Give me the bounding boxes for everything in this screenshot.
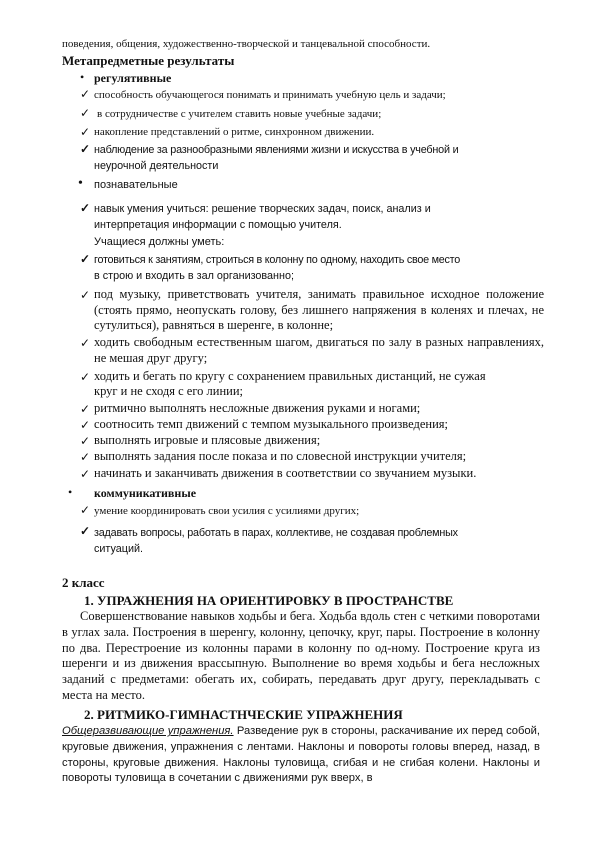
cognitive-item: интерпретация информации с помощью учителя. bbox=[94, 219, 342, 231]
section-2-lead: Общеразвивающие упражнения. bbox=[62, 725, 234, 737]
checkmark-icon: ✓ bbox=[80, 402, 91, 416]
grade-heading: 2 класс bbox=[62, 575, 105, 590]
regulative-item: накопление представлений о ритме, синхронном движении. bbox=[94, 126, 375, 138]
section-2-title: 2. РИТМИКО-ГИМНАСТНЧЕСКИЕ УПРАЖНЕНИЯ bbox=[84, 707, 403, 722]
communicative-label: коммуникативные bbox=[94, 486, 197, 500]
cognitive-item: в строю и входить в зал организованно; bbox=[94, 270, 294, 282]
checkmark-icon: ✓ bbox=[80, 467, 91, 481]
section-2-body: Разведение рук в стороны, раскачивание их перед собой, круговые движения, упражнения с лентами. Наклоны и повороты головы вперед, назад, в стороны, круговые движения. Наклоны туловища, сгибая и не сгибая колени. Наклоны и повороты туловища в сочетании с движениями рук вверх, в bbox=[62, 725, 541, 785]
students-label: Учащиеся должны уметь: bbox=[94, 236, 225, 248]
bullet-dot-icon: • bbox=[80, 70, 85, 84]
cognitive-label: познавательные bbox=[94, 179, 178, 191]
cognitive-item: под музыку, приветствовать учителя, занимать правильное исходное положение (стоять прямо, неопускать голову, без лишнего напряжения в коленях и плечах, не сутулиться), равняться в шеренге, в колонне; bbox=[94, 287, 544, 332]
regulative-label: регулятивные bbox=[94, 71, 172, 85]
section-2-text bbox=[62, 724, 540, 787]
section-1-title: 1. УПРАЖНЕНИЯ НА ОРИЕНТИРОВКУ В ПРОСТРАНСТВЕ bbox=[84, 593, 454, 608]
checkmark-icon: ✓ bbox=[80, 524, 91, 538]
meta-heading: Метапредметные результаты bbox=[62, 53, 235, 68]
bullet-dot-icon: • bbox=[78, 176, 83, 191]
regulative-item: способность обучающегося понимать и принимать учебную цель и задачи; bbox=[94, 89, 446, 101]
cognitive-item: соотносить темп движений с темпом музыкального произведения; bbox=[94, 417, 448, 431]
regulative-item: наблюдение за разнообразными явлениями жизни и искусства в учебной и bbox=[94, 144, 459, 156]
communicative-item: умение координировать свои усилия с усилиями других; bbox=[94, 505, 360, 517]
checkmark-icon: ✓ bbox=[80, 106, 91, 120]
communicative-item: задавать вопросы, работать в парах, коллективе, не создавая проблемных bbox=[94, 527, 458, 539]
checkmark-icon: ✓ bbox=[80, 503, 91, 517]
regulative-item: неурочной деятельности bbox=[94, 160, 219, 172]
cognitive-item: готовиться к занятиям, строиться в колонну по одному, находить свое место bbox=[94, 254, 460, 266]
checkmark-icon: ✓ bbox=[80, 450, 91, 464]
cognitive-item: выполнять задания после показа и по словесной инструкции учителя; bbox=[94, 449, 467, 463]
cognitive-item: начинать и заканчивать движения в соответствии со звучанием музыки. bbox=[94, 466, 477, 480]
checkmark-icon: ✓ bbox=[80, 201, 91, 215]
regulative-item: в сотрудничестве с учителем ставить новые учебные задачи; bbox=[97, 108, 382, 120]
checkmark-icon: ✓ bbox=[80, 125, 91, 139]
checkmark-icon: ✓ bbox=[80, 142, 91, 156]
section-1-text: Совершенствование навыков ходьбы и бега. Ходьба вдоль стен с четкими поворотами в углах зала. Построения в шеренгу, колонну, цепочку, круг, пары. Построение в колонну по два. Перестроение из колонны парами в колонну по од-ному. Построение круга из шеренги и из движения врассыпную. Выполнение во время ходьбы и бега несложных заданий с предметами: обегать их, собирать, передавать друг другу, перекладывать с места на место. bbox=[62, 609, 540, 702]
cognitive-item: ритмично выполнять несложные движения руками и ногами; bbox=[94, 401, 421, 415]
cognitive-item: выполнять игровые и плясовые движения; bbox=[94, 433, 321, 447]
communicative-item: ситуаций. bbox=[94, 543, 144, 555]
checkmark-icon: ✓ bbox=[80, 336, 91, 350]
checkmark-icon: ✓ bbox=[80, 87, 91, 101]
cognitive-item: круг и не сходя с его линии; bbox=[94, 384, 243, 398]
cognitive-item: ходить и бегать по кругу с сохранением правильных дистанций, не сужая bbox=[94, 369, 486, 383]
checkmark-icon: ✓ bbox=[80, 434, 91, 448]
bullet-dot-icon: • bbox=[68, 485, 73, 499]
cognitive-item: навык умения учиться: решение творческих задач, поиск, анализ и bbox=[94, 203, 431, 215]
checkmark-icon: ✓ bbox=[80, 370, 91, 384]
top-line: поведения, общения, художественно-творческой и танцевальной способности. bbox=[62, 38, 431, 50]
checkmark-icon: ✓ bbox=[80, 252, 91, 266]
cognitive-item: ходить свободным естественным шагом, двигаться по залу в разных направлениях, не мешая друг другу; bbox=[94, 335, 544, 365]
checkmark-icon: ✓ bbox=[80, 418, 91, 432]
checkmark-icon: ✓ bbox=[80, 288, 91, 302]
